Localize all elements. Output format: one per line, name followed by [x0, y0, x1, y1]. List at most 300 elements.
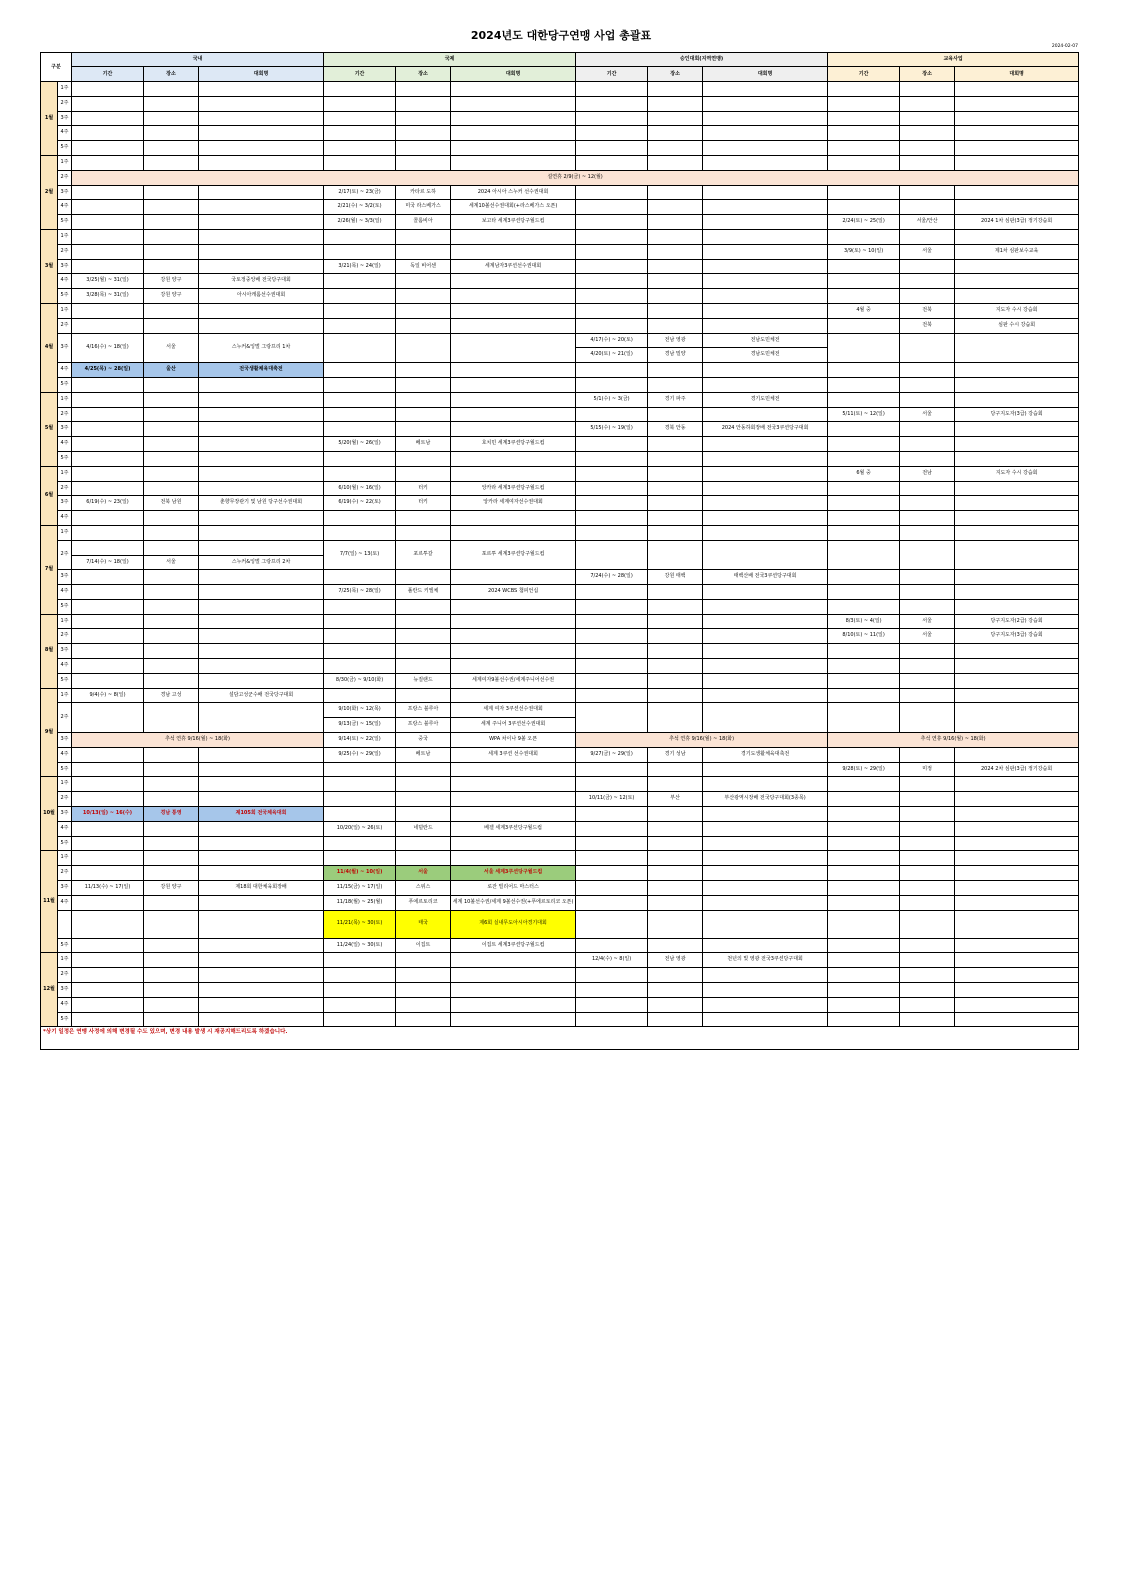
cell-edu-venue	[900, 938, 955, 953]
cell-domestic-venue	[144, 141, 199, 156]
cell-edu-event	[955, 1012, 1079, 1027]
table-row	[41, 1012, 1079, 1027]
cell-intl-event	[451, 318, 576, 333]
table-row	[41, 614, 1079, 629]
cell-edu-period	[828, 585, 900, 600]
cell-edu-period	[828, 511, 900, 526]
header-event: 대회명	[955, 67, 1079, 82]
cell-approved-period	[576, 126, 648, 141]
cell-domestic-venue	[144, 629, 199, 644]
cell-edu-event	[955, 910, 1079, 938]
cell-domestic-event: 스누커&잉벌 그랑프리 2차	[199, 555, 324, 570]
cell-approved-period: 9/27(금) ~ 29(일)	[576, 747, 648, 762]
cell-approved-period	[576, 289, 648, 304]
cell-approved-event	[703, 511, 828, 526]
cell-edu-period	[828, 318, 900, 333]
cell-edu-period: 2/24(토) ~ 25(일)	[828, 215, 900, 230]
cell-intl-event	[451, 155, 576, 170]
cell-approved-event	[703, 1012, 828, 1027]
cell-intl-period	[324, 851, 396, 866]
cell-approved-event	[703, 185, 828, 200]
cell-intl-period	[324, 82, 396, 97]
cell-approved-period	[576, 259, 648, 274]
schedule-table	[40, 52, 1079, 1050]
cell-intl-event	[451, 377, 576, 392]
cell-edu-venue	[900, 363, 955, 378]
cell-edu-event	[955, 997, 1079, 1012]
week-label: 3주	[58, 881, 72, 896]
table-row	[41, 968, 1079, 983]
week-label: 3주	[58, 570, 72, 585]
cell-intl-period	[324, 1012, 396, 1027]
cell-edu-event	[955, 570, 1079, 585]
cell-domestic-event	[199, 644, 324, 659]
cell-intl-event	[451, 792, 576, 807]
table-row	[41, 629, 1079, 644]
cell-edu-event	[955, 289, 1079, 304]
cell-approved-period	[576, 807, 648, 822]
cell-edu-venue	[900, 511, 955, 526]
cell-approved-venue: 경북 안동	[648, 422, 703, 437]
cell-intl-event: WPA 차이나 9볼 오픈	[451, 733, 576, 748]
month-label: 2월	[41, 155, 58, 229]
cell-edu-event: 지도자 수시 강습회	[955, 303, 1079, 318]
table-row	[41, 437, 1079, 452]
cell-domestic-venue	[144, 511, 199, 526]
cell-intl-period	[324, 155, 396, 170]
cell-domestic-venue: 전북 남원	[144, 496, 199, 511]
cell-intl-venue	[396, 229, 451, 244]
cell-domestic-venue	[144, 821, 199, 836]
cell-domestic-venue	[144, 866, 199, 881]
month-label: 8월	[41, 614, 58, 688]
cell-domestic-event	[199, 540, 324, 555]
cell-approved-venue	[648, 511, 703, 526]
week-label: 4주	[58, 126, 72, 141]
table-row	[41, 200, 1079, 215]
cell-edu-venue	[900, 997, 955, 1012]
cell-domestic-event	[199, 451, 324, 466]
cell-domestic-period	[72, 570, 144, 585]
cell-intl-event: 베겔 세계3쿠션당구월드컵	[451, 821, 576, 836]
cell-intl-event	[451, 525, 576, 540]
cell-edu-period	[828, 392, 900, 407]
week-label: 1주	[58, 777, 72, 792]
cell-edu-event	[955, 363, 1079, 378]
cell-intl-event: 세계10볼선수권대회(+라스베가스 오픈)	[451, 200, 576, 215]
cell-domestic-period	[72, 318, 144, 333]
cell-domestic-period	[72, 540, 144, 555]
cell-intl-venue	[396, 953, 451, 968]
week-label: 3주	[58, 807, 72, 822]
cell-intl-event: 세계남자3쿠션선수권대회	[451, 259, 576, 274]
cell-domestic-period	[72, 895, 144, 910]
cell-edu-venue	[900, 155, 955, 170]
week-label: 2주	[58, 96, 72, 111]
cell-edu-period: 8/10(토) ~ 11(일)	[828, 629, 900, 644]
cell-edu-event: 2024 2차 심판(3급) 정기강습회	[955, 762, 1079, 777]
cell-domestic-venue	[144, 851, 199, 866]
cell-approved-venue	[648, 866, 703, 881]
cell-edu-venue	[900, 111, 955, 126]
cell-approved-event	[703, 910, 828, 938]
cell-domestic-venue	[144, 1012, 199, 1027]
holiday-band: 추석 연휴 9/16(월) ~ 18(화)	[72, 733, 324, 748]
cell-edu-venue: 서울	[900, 614, 955, 629]
cell-domestic-period	[72, 953, 144, 968]
cell-intl-venue	[396, 792, 451, 807]
cell-approved-venue	[648, 229, 703, 244]
table-row	[41, 289, 1079, 304]
week-label: 1주	[58, 303, 72, 318]
table-row	[41, 111, 1079, 126]
cell-edu-venue	[900, 126, 955, 141]
cell-edu-period	[828, 363, 900, 378]
table-row	[41, 659, 1079, 674]
cell-approved-event	[703, 377, 828, 392]
cell-edu-event: 지도자 수시 강습회	[955, 466, 1079, 481]
month-label: 12월	[41, 953, 58, 1027]
cell-domestic-venue	[144, 82, 199, 97]
cell-approved-venue	[648, 363, 703, 378]
cell-edu-period	[828, 910, 900, 938]
cell-edu-event	[955, 481, 1079, 496]
cell-intl-period	[324, 96, 396, 111]
cell-domestic-event	[199, 836, 324, 851]
table-row	[41, 938, 1079, 953]
cell-intl-period	[324, 997, 396, 1012]
cell-approved-venue	[648, 215, 703, 230]
table-row	[41, 244, 1079, 259]
week-label: 3주	[58, 111, 72, 126]
cell-domestic-venue	[144, 422, 199, 437]
month-label: 3월	[41, 229, 58, 303]
cell-edu-period	[828, 895, 900, 910]
table-row	[41, 836, 1079, 851]
cell-intl-period: 6/19(수) ~ 22(토)	[324, 496, 396, 511]
cell-intl-period: 11/24(일) ~ 30(토)	[324, 938, 396, 953]
week-label: 5주	[58, 141, 72, 156]
table-row	[41, 185, 1079, 200]
cell-approved-period	[576, 525, 648, 540]
cell-approved-venue	[648, 244, 703, 259]
cell-intl-venue	[396, 111, 451, 126]
cell-intl-venue	[396, 407, 451, 422]
cell-approved-period	[576, 437, 648, 452]
week-label: 5주	[58, 451, 72, 466]
cell-intl-period	[324, 599, 396, 614]
cell-approved-venue	[648, 673, 703, 688]
cell-edu-venue	[900, 851, 955, 866]
cell-approved-venue	[648, 983, 703, 998]
cell-domestic-period: 3/28(목) ~ 31(일)	[72, 289, 144, 304]
cell-intl-venue: 뉴질랜드	[396, 673, 451, 688]
cell-intl-event: 포르투 세계3쿠션당구월드컵	[451, 540, 576, 570]
cell-intl-event	[451, 599, 576, 614]
cell-intl-event	[451, 983, 576, 998]
week-label: 1주	[58, 392, 72, 407]
cell-intl-event: 세계 주니어 3쿠션선수권대회	[451, 718, 576, 733]
cell-domestic-event	[199, 983, 324, 998]
cell-domestic-venue	[144, 983, 199, 998]
cell-domestic-event	[199, 525, 324, 540]
cell-edu-period	[828, 333, 900, 363]
month-label: 9월	[41, 688, 58, 777]
cell-domestic-event: 아시아캐롬선수권대회	[199, 289, 324, 304]
week-label: 3주	[58, 644, 72, 659]
cell-domestic-period	[72, 185, 144, 200]
cell-domestic-event: 국토정중앙배 전국당구대회	[199, 274, 324, 289]
week-label: 4주	[58, 997, 72, 1012]
cell-domestic-period	[72, 141, 144, 156]
cell-edu-period	[828, 747, 900, 762]
cell-approved-venue	[648, 155, 703, 170]
table-row	[41, 762, 1079, 777]
cell-edu-venue	[900, 821, 955, 836]
cell-intl-event: 로잔 빌리어드 마스터스	[451, 881, 576, 896]
cell-edu-period	[828, 673, 900, 688]
cell-intl-period	[324, 289, 396, 304]
header-row-groups	[41, 53, 1079, 67]
week-label: 1주	[58, 466, 72, 481]
cell-domestic-event	[199, 303, 324, 318]
cell-domestic-period: 3/25(월) ~ 31(일)	[72, 274, 144, 289]
cell-intl-period	[324, 333, 396, 363]
cell-domestic-venue: 강원 양구	[144, 274, 199, 289]
cell-approved-period	[576, 866, 648, 881]
cell-domestic-period	[72, 644, 144, 659]
cell-intl-event	[451, 333, 576, 363]
cell-domestic-venue	[144, 673, 199, 688]
cell-intl-venue: 스위스	[396, 881, 451, 896]
cell-approved-period	[576, 585, 648, 600]
header-venue: 장소	[396, 67, 451, 82]
cell-intl-venue	[396, 644, 451, 659]
cell-edu-period	[828, 851, 900, 866]
cell-domestic-venue: 경남 통영	[144, 807, 199, 822]
month-label: 1월	[41, 82, 58, 156]
table-row	[41, 644, 1079, 659]
week-label: 2주	[58, 792, 72, 807]
cell-edu-event	[955, 111, 1079, 126]
cell-intl-period	[324, 807, 396, 822]
cell-domestic-venue	[144, 155, 199, 170]
cell-domestic-event	[199, 185, 324, 200]
cell-approved-event	[703, 866, 828, 881]
cell-domestic-period	[72, 747, 144, 762]
cell-edu-period	[828, 821, 900, 836]
cell-edu-venue	[900, 82, 955, 97]
cell-approved-period	[576, 968, 648, 983]
cell-approved-period	[576, 644, 648, 659]
table-row	[41, 141, 1079, 156]
cell-edu-venue	[900, 422, 955, 437]
cell-domestic-event	[199, 96, 324, 111]
cell-domestic-venue: 서울	[144, 333, 199, 363]
cell-edu-period: 6월 중	[828, 466, 900, 481]
cell-intl-event: 세계 여자 3쿠션선수권대회	[451, 703, 576, 718]
cell-domestic-venue	[144, 303, 199, 318]
cell-approved-event	[703, 303, 828, 318]
cell-intl-event	[451, 997, 576, 1012]
cell-edu-event	[955, 821, 1079, 836]
cell-domestic-period: 4/16(수) ~ 18(일)	[72, 333, 144, 363]
cell-edu-venue	[900, 747, 955, 762]
cell-approved-period	[576, 407, 648, 422]
cell-approved-period	[576, 111, 648, 126]
cell-intl-event: 세계 3쿠션 선수권대회	[451, 747, 576, 762]
cell-edu-period	[828, 688, 900, 703]
cell-approved-venue: 경남 밀양	[648, 348, 703, 363]
cell-edu-period	[828, 422, 900, 437]
cell-edu-event	[955, 200, 1079, 215]
cell-approved-venue	[648, 997, 703, 1012]
cell-domestic-venue	[144, 659, 199, 674]
cell-approved-event	[703, 659, 828, 674]
cell-approved-event	[703, 703, 828, 733]
cell-domestic-venue	[144, 96, 199, 111]
cell-intl-venue	[396, 96, 451, 111]
cell-approved-event	[703, 540, 828, 570]
week-label: 5주	[58, 673, 72, 688]
cell-intl-event	[451, 141, 576, 156]
cell-intl-period	[324, 244, 396, 259]
cell-domestic-event	[199, 599, 324, 614]
cell-domestic-period	[72, 451, 144, 466]
cell-edu-period	[828, 229, 900, 244]
cell-approved-event: 전남도민체전	[703, 333, 828, 348]
cell-domestic-event	[199, 614, 324, 629]
cell-domestic-event	[199, 762, 324, 777]
cell-edu-period	[828, 481, 900, 496]
cell-approved-period	[576, 244, 648, 259]
cell-intl-venue	[396, 997, 451, 1012]
cell-domestic-venue	[144, 377, 199, 392]
cell-domestic-venue	[144, 836, 199, 851]
cell-intl-event: 이집트 세계3쿠션당구월드컵	[451, 938, 576, 953]
cell-edu-period: 5/11(토) ~ 12(일)	[828, 407, 900, 422]
cell-domestic-period	[72, 983, 144, 998]
cell-edu-event	[955, 229, 1079, 244]
cell-domestic-event	[199, 777, 324, 792]
cell-approved-venue	[648, 777, 703, 792]
header-row-sub	[41, 67, 1079, 82]
cell-intl-venue: 콜롬비아	[396, 215, 451, 230]
table-row	[41, 673, 1079, 688]
cell-intl-period	[324, 303, 396, 318]
week-label: 1주	[58, 614, 72, 629]
cell-edu-event	[955, 644, 1079, 659]
cell-domestic-period	[72, 229, 144, 244]
cell-edu-venue	[900, 688, 955, 703]
cell-intl-period: 9/10(화) ~ 12(목)	[324, 703, 396, 718]
cell-edu-period	[828, 274, 900, 289]
cell-edu-event	[955, 274, 1079, 289]
table-row	[41, 126, 1079, 141]
cell-domestic-event	[199, 141, 324, 156]
table-row	[41, 953, 1079, 968]
table-row	[41, 997, 1079, 1012]
table-row	[41, 496, 1079, 511]
cell-intl-venue	[396, 629, 451, 644]
cell-intl-period	[324, 141, 396, 156]
cell-domestic-venue	[144, 997, 199, 1012]
cell-approved-venue: 전남 영광	[648, 953, 703, 968]
cell-approved-period	[576, 451, 648, 466]
cell-intl-event	[451, 570, 576, 585]
cell-edu-period: 9/28(토) ~ 29(일)	[828, 762, 900, 777]
table-row	[41, 747, 1079, 762]
table-row	[41, 540, 1079, 555]
cell-edu-venue: 서울/안산	[900, 215, 955, 230]
cell-approved-event	[703, 997, 828, 1012]
cell-domestic-period	[72, 910, 144, 938]
cell-intl-event	[451, 614, 576, 629]
cell-domestic-period	[72, 1012, 144, 1027]
cell-approved-period	[576, 997, 648, 1012]
week-label: 2주	[58, 703, 72, 733]
cell-approved-event	[703, 318, 828, 333]
cell-approved-event	[703, 244, 828, 259]
cell-domestic-venue: 강원 양구	[144, 289, 199, 304]
cell-approved-venue: 경기 성남	[648, 747, 703, 762]
cell-approved-event	[703, 938, 828, 953]
cell-edu-period	[828, 1012, 900, 1027]
week-label: 3주	[58, 983, 72, 998]
cell-edu-event	[955, 688, 1079, 703]
cell-intl-period: 7/7(일) ~ 13(토)	[324, 540, 396, 570]
cell-domestic-period	[72, 437, 144, 452]
cell-edu-venue	[900, 644, 955, 659]
header-venue: 장소	[900, 67, 955, 82]
holiday-band: 설연휴 2/9(금) ~ 12(월)	[72, 170, 1079, 185]
week-label: 2주	[58, 968, 72, 983]
cell-approved-venue	[648, 451, 703, 466]
cell-intl-venue	[396, 126, 451, 141]
cell-approved-period	[576, 762, 648, 777]
cell-domestic-event	[199, 244, 324, 259]
cell-domestic-period	[72, 659, 144, 674]
table-row	[41, 215, 1079, 230]
cell-approved-period	[576, 836, 648, 851]
cell-intl-period	[324, 983, 396, 998]
cell-intl-period: 9/14(토) ~ 22(일)	[324, 733, 396, 748]
cell-approved-venue	[648, 289, 703, 304]
cell-edu-period	[828, 997, 900, 1012]
cell-domestic-venue	[144, 540, 199, 555]
table-row	[41, 155, 1079, 170]
table-row	[41, 866, 1079, 881]
cell-approved-venue	[648, 126, 703, 141]
cell-domestic-venue: 경남 고성	[144, 688, 199, 703]
cell-domestic-venue	[144, 777, 199, 792]
cell-approved-venue	[648, 836, 703, 851]
cell-approved-event: 경기도민체전	[703, 392, 828, 407]
cell-intl-period: 9/13(금) ~ 15(일)	[324, 718, 396, 733]
cell-edu-period	[828, 111, 900, 126]
cell-approved-event	[703, 644, 828, 659]
cell-domestic-period	[72, 392, 144, 407]
cell-approved-venue	[648, 703, 703, 733]
cell-intl-venue	[396, 525, 451, 540]
holiday-band: 추석 연휴 9/16(월) ~ 18(화)	[828, 733, 1079, 748]
month-label: 4월	[41, 303, 58, 392]
table-row	[41, 570, 1079, 585]
cell-domestic-event	[199, 953, 324, 968]
cell-domestic-venue	[144, 762, 199, 777]
cell-intl-event	[451, 274, 576, 289]
cell-edu-event	[955, 777, 1079, 792]
